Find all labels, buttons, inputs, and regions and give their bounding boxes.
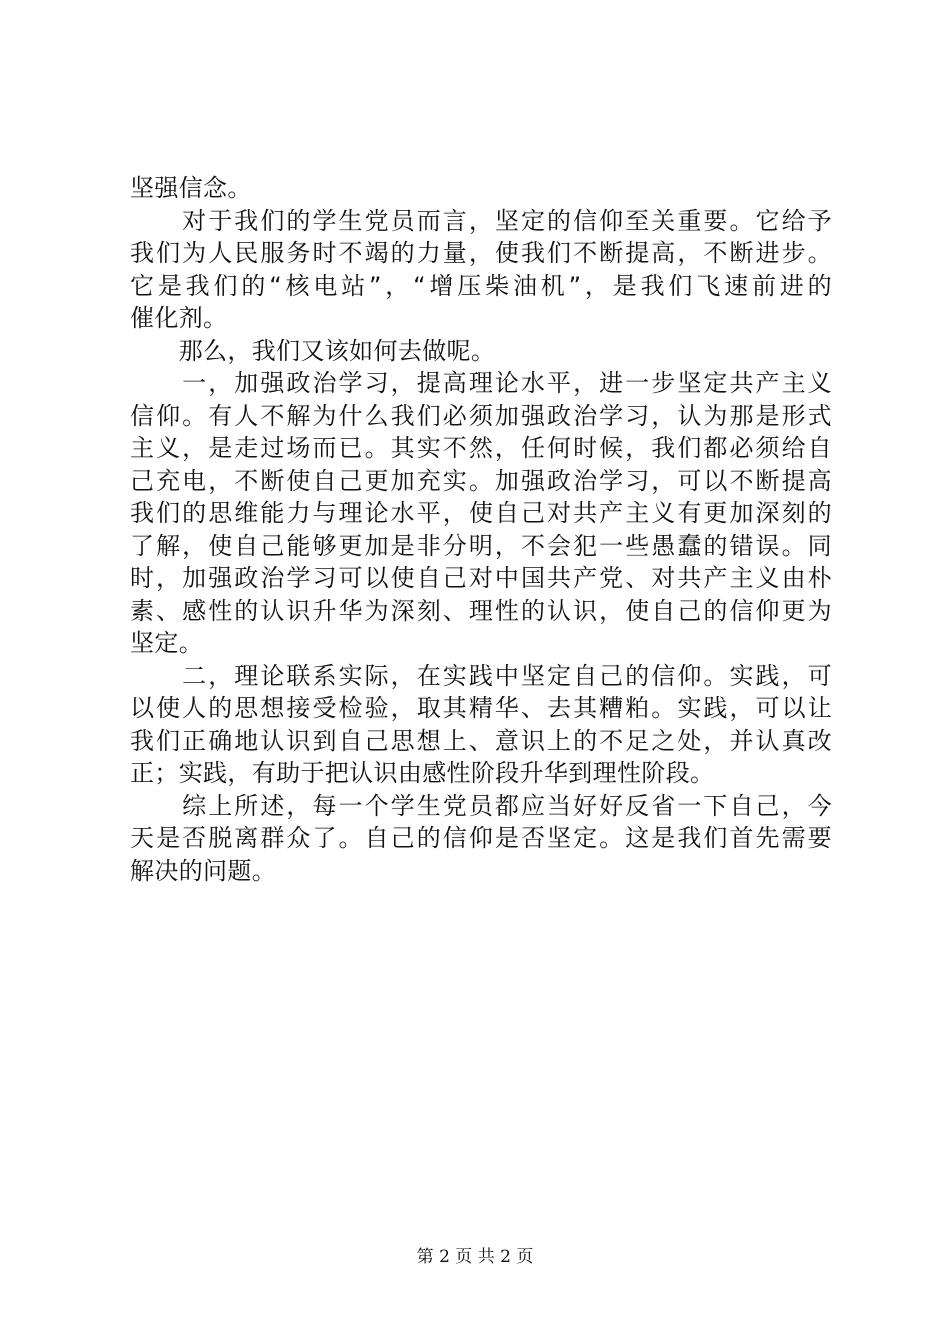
- text-line: 我们的思维能力与理论水平，使自己对共产主义有更加深刻的: [130, 499, 832, 527]
- text-line: 天是否脱离群众了。自己的信仰是否坚定。这是我们首先需要: [130, 824, 832, 852]
- page-number-footer: 第 2 页 共 2 页: [416, 1247, 534, 1267]
- text-line: 催化剂。: [130, 304, 228, 332]
- text-line: 对于我们的学生党员而言，坚定的信仰至关重要。它给予: [130, 206, 832, 235]
- text-line: 时，加强政治学习可以使自己对中国共产党、对共产主义由朴: [130, 564, 832, 592]
- text-line: 主义，是走过场而已。其实不然，任何时候，我们都必须给自: [130, 434, 832, 462]
- text-line: 信仰。有人不解为什么我们必须加强政治学习，认为那是形式: [130, 401, 832, 430]
- text-line: 那么，我们又该如何去做呢。: [130, 336, 496, 365]
- text-line: 我们为人民服务时不竭的力量，使我们不断提高，不断进步。: [130, 239, 832, 267]
- text-line: 正；实践，有助于把认识由感性阶段升华到理性阶段。: [130, 759, 715, 787]
- text-line: 二，理论联系实际，在实践中坚定自己的信仰。实践，可: [130, 661, 832, 690]
- text-line: 综上所述，每一个学生党员都应当好好反省一下自己，今: [130, 791, 832, 820]
- text-line: 坚定。: [130, 629, 204, 657]
- text-line: 解决的问题。: [130, 856, 277, 885]
- text-line: 坚强信念。: [130, 174, 252, 202]
- document-body: [130, 172, 832, 887]
- text-line: 己充电，不断使自己更加充实。加强政治学习，可以不断提高: [130, 466, 832, 495]
- text-line: 它是我们的“核电站”，“增压柴油机”，是我们飞速前进的: [130, 271, 832, 300]
- text-line: 以使人的思想接受检验，取其精华、去其糟粕。实践，可以让: [130, 694, 832, 722]
- text-line: 一，加强政治学习，提高理论水平，进一步坚定共产主义: [130, 369, 832, 397]
- text-line: 我们正确地认识到自己思想上、意识上的不足之处，并认真改: [130, 726, 832, 755]
- text-line: 素、感性的认识升华为深刻、理性的认识，使自己的信仰更为: [130, 596, 832, 625]
- text-line: 了解，使自己能够更加是非分明，不会犯一些愚蠢的错误。同: [130, 531, 832, 560]
